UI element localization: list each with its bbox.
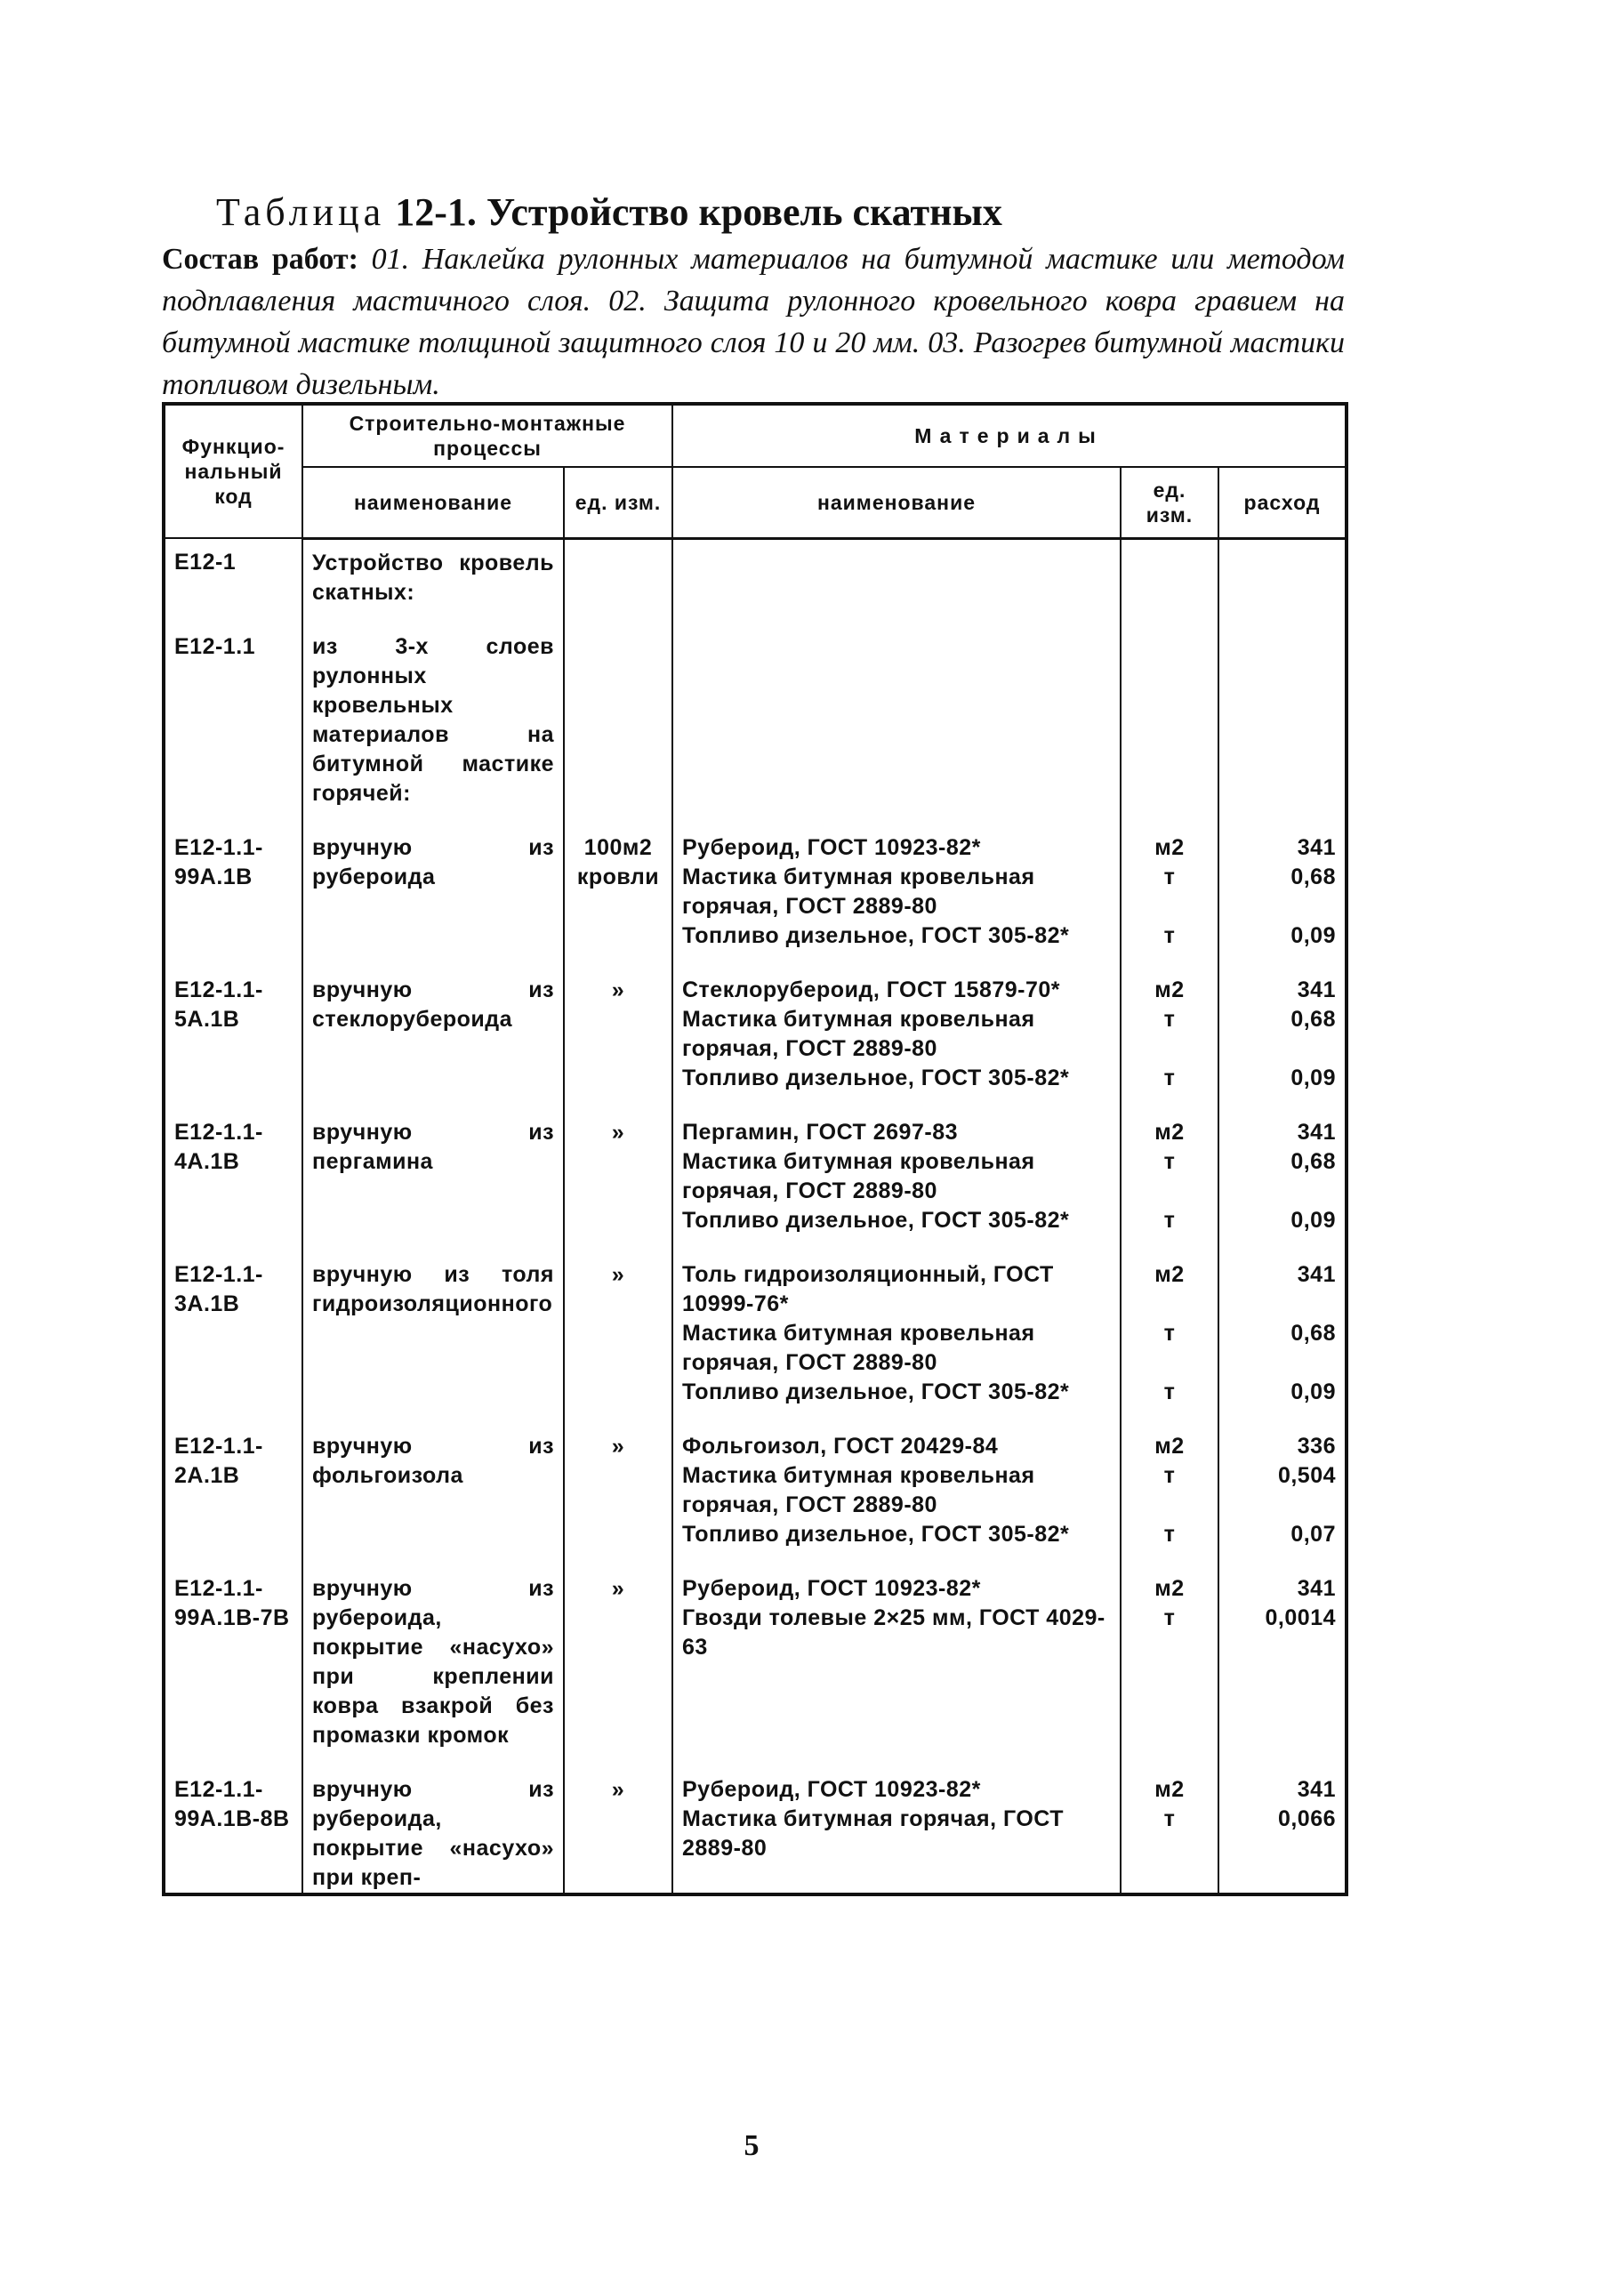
row-unit: » [564,1432,672,1549]
spacer-cell [1121,1235,1218,1260]
title-text: 12-1. Устройство кровель скатных [395,190,1002,234]
material-qty: 0,68 [1290,1006,1336,1032]
material-name: Мастика битумная кровельная горячая, ГОСТ 2889-80 [682,1462,1035,1517]
material-unit: т [1163,1604,1176,1630]
material-unit: т [1163,1320,1176,1346]
row-material-qty [1218,1432,1347,1549]
material-qty: 0,066 [1277,1805,1336,1831]
row-material-qty [1218,1260,1347,1407]
material-qty: 0,09 [1290,1065,1336,1090]
row-process: вручную из рубероида, покрытие «насухо» при креп- [302,1775,564,1894]
header-proc-name: наименование [302,467,564,538]
row-code: Е12-1.1-4А.1В [164,1118,302,1235]
row-process: вручную из пергамина [302,1118,564,1235]
material-unit: т [1163,864,1176,889]
spacer-cell [1121,1407,1218,1432]
row-material-qty [1218,538,1347,607]
material-unit: м2 [1154,1119,1185,1145]
material-qty: 0,09 [1290,922,1336,948]
material-name: Рубероид, ГОСТ 10923-82* [682,834,981,860]
title-word: Таблица [216,190,386,234]
material-qty: 341 [1297,834,1336,860]
material-unit: т [1163,1521,1176,1547]
material-unit: т [1163,1462,1176,1488]
row-code: Е12-1.1-3А.1В [164,1260,302,1407]
spacer-cell [1218,808,1347,833]
spacer-cell [564,1235,672,1260]
header-mat-qty: расход [1218,467,1347,538]
material-unit: т [1163,1379,1176,1404]
row-material-units [1121,538,1218,607]
row-material-units [1121,1775,1218,1894]
row-material-names [672,1260,1121,1407]
material-name: Мастика битумная кровельная горячая, ГОСТ 2889-80 [682,1148,1035,1203]
spacer-cell [164,951,302,976]
header-processes: Строительно-монтажные процессы [302,404,672,467]
spacer-cell [164,1549,302,1574]
material-unit: м2 [1154,1776,1185,1802]
material-unit: т [1163,922,1176,948]
material-name: Рубероид, ГОСТ 10923-82* [682,1575,981,1601]
row-material-names [672,632,1121,808]
header-proc-unit: ед. изм. [564,467,672,538]
material-name: Пергамин, ГОСТ 2697-83 [682,1119,958,1145]
spacer-cell [564,1750,672,1775]
material-name: Мастика битумная кровельная горячая, ГОСТ 2889-80 [682,1006,1035,1061]
material-qty: 341 [1297,1261,1336,1287]
material-qty: 341 [1297,1776,1336,1802]
table-row [164,1260,1347,1407]
spacer-cell [1121,1093,1218,1118]
table-title [216,189,1443,235]
row-spacer [164,1750,1347,1775]
row-material-qty [1218,1775,1347,1894]
material-qty: 0,0014 [1265,1604,1336,1630]
material-name: Рубероид, ГОСТ 10923-82* [682,1776,981,1802]
material-name: Топливо дизельное, ГОСТ 305-82* [682,1065,1070,1090]
row-material-names [672,1574,1121,1750]
row-material-units [1121,976,1218,1093]
material-name: Топливо дизельное, ГОСТ 305-82* [682,1521,1070,1547]
row-material-names [672,1118,1121,1235]
spacer-cell [672,1407,1121,1432]
spacer-cell [302,951,564,976]
row-process: вручную из рубероида [302,833,564,951]
row-spacer [164,1235,1347,1260]
row-process: Устройство кровель скатных: [302,538,564,607]
row-spacer [164,951,1347,976]
row-unit: » [564,1118,672,1235]
material-name: Гвозди толевые 2×25 мм, ГОСТ 4029-63 [682,1604,1105,1660]
spacer-cell [1218,1093,1347,1118]
row-unit: 100м2 кровли [564,833,672,951]
spacer-cell [672,1235,1121,1260]
spacer-cell [672,808,1121,833]
row-spacer [164,1093,1347,1118]
table-row [164,833,1347,951]
row-code: Е12-1.1-2А.1В [164,1432,302,1549]
work-composition [162,238,1345,406]
row-code: Е12-1.1-99А.1В-7В [164,1574,302,1750]
row-code: Е12-1 [164,538,302,607]
material-name: Топливо дизельное, ГОСТ 305-82* [682,1379,1070,1404]
material-qty: 336 [1297,1433,1336,1459]
row-unit [564,538,672,607]
spacer-cell [302,1750,564,1775]
row-material-units [1121,1432,1218,1549]
material-name: Фольгоизол, ГОСТ 20429-84 [682,1433,999,1459]
row-material-qty [1218,1118,1347,1235]
table-row [164,1574,1347,1750]
row-material-units [1121,833,1218,951]
norms-table [162,402,1348,1896]
spacer-cell [1218,951,1347,976]
spacer-cell [564,1407,672,1432]
spacer-cell [672,951,1121,976]
spacer-cell [672,607,1121,632]
table-body [164,538,1347,1894]
material-unit: т [1163,1006,1176,1032]
table-row [164,976,1347,1093]
work-composition-text: 01. Наклейка рулонных материалов на битумной мастике или методом подплавления мастичного слоя. 02. Защита рулонного кровельного ковра гравием на битумной мастике толщиной защитного слоя 10 и 20 мм. 03. Разогрев битумной мастики топливом дизельным. [162,243,1345,401]
spacer-cell [302,607,564,632]
material-qty: 0,68 [1290,1320,1336,1346]
spacer-cell [672,1750,1121,1775]
header-mat-name: наименование [672,467,1121,538]
header-code: Функцио-нальный код [164,404,302,538]
spacer-cell [164,1407,302,1432]
spacer-cell [302,808,564,833]
row-unit: » [564,976,672,1093]
header-materials: Материалы [672,404,1347,467]
spacer-cell [164,1750,302,1775]
row-code: Е12-1.1 [164,632,302,808]
material-unit: м2 [1154,834,1185,860]
material-name: Топливо дизельное, ГОСТ 305-82* [682,1207,1070,1233]
material-qty: 341 [1297,1575,1336,1601]
row-process: из 3-х слоев рулонных кровельных материалов на битумной мастике горячей: [302,632,564,808]
material-qty: 0,68 [1290,1148,1336,1174]
spacer-cell [1121,607,1218,632]
material-qty: 341 [1297,1119,1336,1145]
material-unit: т [1163,1207,1176,1233]
spacer-cell [564,1549,672,1574]
spacer-cell [1121,1549,1218,1574]
spacer-cell [164,1235,302,1260]
material-name: Мастика битумная горячая, ГОСТ 2889-80 [682,1805,1064,1861]
row-material-units [1121,1118,1218,1235]
row-process: вручную из толя гидроизоляционного [302,1260,564,1407]
spacer-cell [1121,1750,1218,1775]
material-unit: м2 [1154,977,1185,1002]
row-unit: » [564,1260,672,1407]
row-material-units [1121,1260,1218,1407]
spacer-cell [1121,808,1218,833]
spacer-cell [302,1407,564,1432]
material-unit: м2 [1154,1261,1185,1287]
spacer-cell [672,1093,1121,1118]
spacer-cell [302,1549,564,1574]
spacer-cell [164,607,302,632]
row-spacer [164,1549,1347,1574]
row-code: Е12-1.1-99А.1В [164,833,302,951]
material-qty: 0,09 [1290,1207,1336,1233]
spacer-cell [564,607,672,632]
spacer-cell [564,1093,672,1118]
row-unit [564,632,672,808]
row-material-qty [1218,833,1347,951]
spacer-cell [164,1093,302,1118]
material-qty: 0,09 [1290,1379,1336,1404]
spacer-cell [564,951,672,976]
row-material-names [672,976,1121,1093]
row-code: Е12-1.1-5А.1В [164,976,302,1093]
material-name: Мастика битумная кровельная горячая, ГОСТ 2889-80 [682,864,1035,919]
table-row [164,538,1347,607]
material-qty: 0,504 [1277,1462,1336,1488]
material-qty: 0,68 [1290,864,1336,889]
spacer-cell [672,1549,1121,1574]
spacer-cell [1218,1750,1347,1775]
row-process: вручную из стеклорубероида [302,976,564,1093]
spacer-cell [1218,1549,1347,1574]
table-row [164,1775,1347,1894]
material-unit: т [1163,1805,1176,1831]
table-row [164,632,1347,808]
material-unit: т [1163,1065,1176,1090]
row-material-names [672,538,1121,607]
material-unit: м2 [1154,1575,1185,1601]
page-number: 5 [744,2129,760,2162]
material-name: Мастика битумная кровельная горячая, ГОСТ 2889-80 [682,1320,1035,1375]
spacer-cell [1218,1235,1347,1260]
row-code: Е12-1.1-99А.1В-8В [164,1775,302,1894]
material-unit: т [1163,1148,1176,1174]
row-material-units [1121,632,1218,808]
row-material-names [672,1432,1121,1549]
table-row [164,1118,1347,1235]
spacer-cell [302,1093,564,1118]
table-row [164,1432,1347,1549]
header-mat-unit: ед. изм. [1121,467,1218,538]
work-composition-label: Состав работ: [162,243,358,276]
material-unit: м2 [1154,1433,1185,1459]
material-name: Толь гидроизоляционный, ГОСТ 10999-76* [682,1261,1054,1316]
material-name: Топливо дизельное, ГОСТ 305-82* [682,922,1070,948]
row-material-qty [1218,632,1347,808]
spacer-cell [164,808,302,833]
row-material-qty [1218,1574,1347,1750]
row-process: вручную из рубероида, покрытие «насухо» при креплении ковра взакрой без промазки кромок [302,1574,564,1750]
spacer-cell [1218,1407,1347,1432]
row-material-units [1121,1574,1218,1750]
row-unit: » [564,1574,672,1750]
row-spacer [164,1407,1347,1432]
row-material-names [672,833,1121,951]
row-spacer [164,808,1347,833]
row-material-qty [1218,976,1347,1093]
row-spacer [164,607,1347,632]
spacer-cell [302,1235,564,1260]
row-material-names [672,1775,1121,1894]
spacer-cell [564,808,672,833]
row-process: вручную из фольгоизола [302,1432,564,1549]
row-unit: » [564,1775,672,1894]
spacer-cell [1218,607,1347,632]
spacer-cell [1121,951,1218,976]
material-qty: 0,07 [1290,1521,1336,1547]
material-name: Стеклорубероид, ГОСТ 15879-70* [682,977,1061,1002]
material-qty: 341 [1297,977,1336,1002]
